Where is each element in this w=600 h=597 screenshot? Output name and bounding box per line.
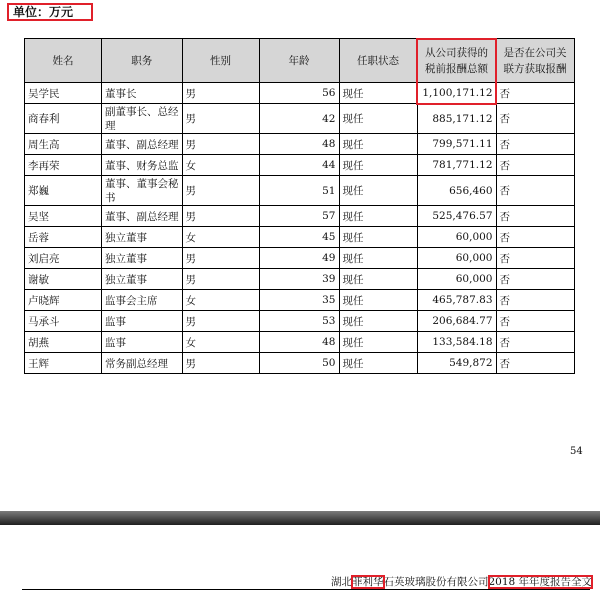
cell-title: 董事、财务总监 (102, 155, 183, 176)
cell-gender: 男 (182, 104, 259, 134)
table-row (25, 332, 575, 353)
cell-title: 独立董事 (102, 248, 183, 269)
cell-pay: 465,787.83 (417, 290, 496, 311)
table-row (25, 206, 575, 227)
table-row (25, 134, 575, 155)
cell-title: 董事、董事会秘书 (102, 176, 183, 206)
cell-name: 郑巍 (25, 176, 102, 206)
page-number: 54 (570, 446, 583, 457)
table-row (25, 176, 575, 206)
header-pay: 从公司获得的税前报酬总额 (417, 39, 496, 83)
cell-gender: 女 (182, 332, 259, 353)
header-age: 年龄 (259, 39, 339, 83)
cell-gender: 男 (182, 83, 259, 104)
table-row (25, 83, 575, 104)
cell-age: 45 (259, 227, 339, 248)
unit-label: 单位：万元 (7, 3, 93, 21)
table-row (25, 311, 575, 332)
cell-status: 现任 (339, 290, 417, 311)
cell-gender: 男 (182, 311, 259, 332)
header-name: 姓名 (25, 39, 102, 83)
cell-title: 董事长 (102, 83, 183, 104)
cell-age: 49 (259, 248, 339, 269)
cell-title: 监事 (102, 332, 183, 353)
cell-gender: 男 (182, 206, 259, 227)
cell-related: 否 (496, 248, 574, 269)
cell-age: 35 (259, 290, 339, 311)
cell-status: 现任 (339, 134, 417, 155)
cell-gender: 女 (182, 155, 259, 176)
cell-title: 副董事长、总经理 (102, 104, 183, 134)
cell-pay: 885,171.12 (417, 104, 496, 134)
cell-age: 42 (259, 104, 339, 134)
cell-name: 谢敏 (25, 269, 102, 290)
cell-title: 监事会主席 (102, 290, 183, 311)
header-status: 任职状态 (339, 39, 417, 83)
cell-related: 否 (496, 353, 574, 374)
cell-status: 现任 (339, 269, 417, 290)
page-footer (331, 576, 592, 588)
cell-status: 现任 (339, 332, 417, 353)
cell-related: 否 (496, 290, 574, 311)
cell-status: 现任 (339, 248, 417, 269)
cell-title: 董事、副总经理 (102, 134, 183, 155)
cell-title: 董事、副总经理 (102, 206, 183, 227)
header-title: 职务 (102, 39, 183, 83)
cell-title: 独立董事 (102, 227, 183, 248)
cell-age: 57 (259, 206, 339, 227)
table-row (25, 227, 575, 248)
cell-title: 独立董事 (102, 269, 183, 290)
cell-related: 否 (496, 155, 574, 176)
cell-gender: 女 (182, 290, 259, 311)
table-row (25, 269, 575, 290)
cell-related: 否 (496, 206, 574, 227)
cell-related: 否 (496, 269, 574, 290)
cell-status: 现任 (339, 353, 417, 374)
cell-title: 监事 (102, 311, 183, 332)
table-row (25, 104, 575, 134)
cell-age: 56 (259, 83, 339, 104)
cell-name: 吴学民 (25, 83, 102, 104)
cell-gender: 女 (182, 227, 259, 248)
cell-status: 现任 (339, 206, 417, 227)
cell-gender: 男 (182, 353, 259, 374)
cell-status: 现任 (339, 83, 417, 104)
cell-age: 39 (259, 269, 339, 290)
cell-gender: 男 (182, 134, 259, 155)
footer-report-title: 2018 年年度报告全文 (488, 576, 593, 588)
cell-pay: 60,000 (417, 248, 496, 269)
cell-title: 常务副总经理 (102, 353, 183, 374)
cell-related: 否 (496, 176, 574, 206)
cell-age: 51 (259, 176, 339, 206)
cell-name: 周生高 (25, 134, 102, 155)
cell-pay: 549,872 (417, 353, 496, 374)
cell-status: 现任 (339, 104, 417, 134)
cell-status: 现任 (339, 227, 417, 248)
header-gender: 性别 (182, 39, 259, 83)
cell-age: 50 (259, 353, 339, 374)
page-break-bar (0, 511, 600, 525)
footer-company-prefix: 湖北 (331, 576, 352, 588)
cell-status: 现任 (339, 155, 417, 176)
table-row (25, 155, 575, 176)
table-row (25, 353, 575, 374)
cell-name: 刘启亮 (25, 248, 102, 269)
cell-pay: 133,584.18 (417, 332, 496, 353)
cell-name: 商春利 (25, 104, 102, 134)
cell-pay: 799,571.11 (417, 134, 496, 155)
header-related: 是否在公司关联方获取报酬 (496, 39, 574, 83)
cell-related: 否 (496, 227, 574, 248)
cell-name: 岳蓉 (25, 227, 102, 248)
cell-related: 否 (496, 332, 574, 353)
cell-name: 王辉 (25, 353, 102, 374)
cell-pay: 206,684.77 (417, 311, 496, 332)
cell-pay: 60,000 (417, 227, 496, 248)
cell-related: 否 (496, 83, 574, 104)
compensation-table (24, 38, 575, 374)
footer-company-suffix: 石英玻璃股份有限公司 (383, 576, 489, 588)
cell-pay: 656,460 (417, 176, 496, 206)
cell-age: 44 (259, 155, 339, 176)
table-row (25, 248, 575, 269)
cell-age: 48 (259, 332, 339, 353)
cell-pay: 60,000 (417, 269, 496, 290)
cell-age: 48 (259, 134, 339, 155)
footer-company-highlight: 菲利华 (352, 576, 384, 588)
cell-name: 马承斗 (25, 311, 102, 332)
cell-pay: 781,771.12 (417, 155, 496, 176)
cell-name: 胡燕 (25, 332, 102, 353)
cell-name: 卢晓辉 (25, 290, 102, 311)
cell-related: 否 (496, 311, 574, 332)
cell-related: 否 (496, 104, 574, 134)
cell-age: 53 (259, 311, 339, 332)
cell-gender: 男 (182, 176, 259, 206)
cell-name: 吴坚 (25, 206, 102, 227)
cell-gender: 男 (182, 269, 259, 290)
cell-pay: 1,100,171.12 (417, 83, 496, 104)
footer-rule (22, 589, 590, 590)
cell-pay: 525,476.57 (417, 206, 496, 227)
cell-related: 否 (496, 134, 574, 155)
cell-gender: 男 (182, 248, 259, 269)
cell-status: 现任 (339, 311, 417, 332)
cell-status: 现任 (339, 176, 417, 206)
table-row (25, 290, 575, 311)
table-header-row (25, 39, 575, 83)
cell-name: 李再荣 (25, 155, 102, 176)
